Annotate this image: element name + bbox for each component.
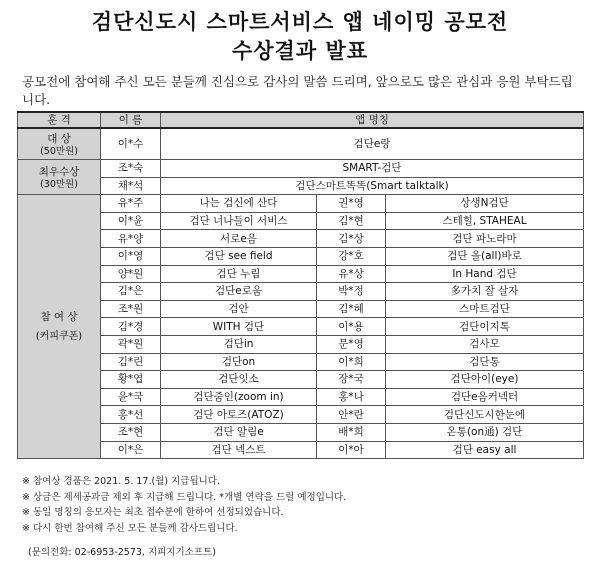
participant-app-name: 검단 알림e <box>161 423 317 441</box>
excellence-grade-label: 최우수상 <box>38 165 80 178</box>
participation-row <box>18 195 584 213</box>
participant-app-name: 검단 넥스트 <box>161 441 317 459</box>
participant-name: 이*은 <box>101 441 161 459</box>
participant-name: 이*영 <box>101 247 161 265</box>
participant-app-name: 검단 아토즈(ATOZ) <box>161 406 317 424</box>
participation-row <box>18 283 584 301</box>
header-app: 앱 명칭 <box>161 112 584 128</box>
participant-app-name: 검안 <box>161 300 317 318</box>
page-title-line2: 수상결과 발표 <box>231 39 369 63</box>
participant-app-name: 나는 검신에 산다 <box>161 195 317 213</box>
participant-name: 황*엽 <box>101 371 161 389</box>
participation-prize: (커피쿠폰) <box>35 330 83 342</box>
participant-name: 이*희 <box>317 353 386 371</box>
participation-row <box>18 247 584 265</box>
participant-app-name: 검단 너나들이 서비스 <box>161 212 317 230</box>
participant-app-name: 온통(on通) 검단 <box>386 423 584 441</box>
participant-name: 안*란 <box>317 406 386 424</box>
participation-row <box>18 300 584 318</box>
grand-grade-label: 대 상 <box>47 132 71 145</box>
participant-app-name: 검단줌인(zoom in) <box>161 388 317 406</box>
participant-name: 장*국 <box>317 371 386 389</box>
note-item: ※ 동일 명칭의 응모자는 최초 접수분에 한하여 선정되었습니다. <box>22 507 284 518</box>
participant-app-name: 검단 올(all)바로 <box>386 247 584 265</box>
participant-name: 조*현 <box>101 423 161 441</box>
grand-prize-grade <box>18 128 101 160</box>
grand-prize-amount: (50만원) <box>40 145 78 157</box>
participation-row <box>18 265 584 283</box>
participant-app-name: 검단on <box>161 353 317 371</box>
intro-text: 공모전에 참여해 주신 모든 분들께 진심으로 감사의 말씀 드리며, 앞으로도 많은 관심과 응원 부탁드립니다. <box>22 74 573 107</box>
participant-name: 이*용 <box>317 318 386 336</box>
participant-app-name: 검단잇소 <box>161 371 317 389</box>
excellence-app-name: SMART-검단 <box>161 160 584 178</box>
participation-grade-label: 참 여 상 <box>40 310 78 323</box>
participant-app-name: 검단아이(eye) <box>386 371 584 389</box>
participant-name: 이*윤 <box>101 212 161 230</box>
participant-name: 강*호 <box>317 247 386 265</box>
notes-list <box>22 474 346 536</box>
participant-app-name: 검사모 <box>386 335 584 353</box>
participant-app-name: 서로e음 <box>161 230 317 248</box>
excellence-winner-name: 채*석 <box>101 177 161 195</box>
participant-name: 김*은 <box>101 283 161 301</box>
page-title-line1: 검단신도시 스마트서비스 앱 네이밍 공모전 <box>91 10 509 34</box>
participation-row <box>18 353 584 371</box>
participation-grade <box>18 195 101 459</box>
participant-app-name: 스테힐, STAHEAL <box>386 212 584 230</box>
participant-name: 홍*선 <box>101 406 161 424</box>
participation-row <box>18 371 584 389</box>
excellence-prize-amount: (30만원) <box>40 178 78 190</box>
participant-name: 윤*국 <box>101 388 161 406</box>
participant-name: 유*상 <box>317 265 386 283</box>
participant-name: 이*아 <box>317 441 386 459</box>
participant-app-name: 검단 누림 <box>161 265 317 283</box>
participation-row <box>18 406 584 424</box>
participant-name: 조*원 <box>101 300 161 318</box>
participant-name: 유*양 <box>101 230 161 248</box>
participant-name: 김*린 <box>101 353 161 371</box>
participant-name: 김*현 <box>317 212 386 230</box>
participant-name: 양*원 <box>101 265 161 283</box>
table-header-row <box>18 112 584 128</box>
excellence-row <box>18 177 584 195</box>
excellence-app-name: 검단스마트똑똑(Smart talktalk) <box>161 177 584 195</box>
participant-app-name: In Hand 검단 <box>386 265 584 283</box>
participant-app-name: 검단 see field <box>161 247 317 265</box>
participant-name: 김*혜 <box>317 300 386 318</box>
participant-name: 박*정 <box>317 283 386 301</box>
participation-row <box>18 423 584 441</box>
participant-name: 곽*원 <box>101 335 161 353</box>
participant-name: 김*상 <box>317 230 386 248</box>
excellence-winner-name: 조*숙 <box>101 160 161 178</box>
participation-row <box>18 230 584 248</box>
participant-app-name: 검단 easy all <box>386 441 584 459</box>
excellence-grade <box>18 160 101 195</box>
header-name: 이 름 <box>101 112 161 128</box>
participation-row <box>18 318 584 336</box>
participant-name: 유*주 <box>101 195 161 213</box>
contact-info: (문의전화: 02-6953-2573, 지피지기소프트) <box>28 547 216 558</box>
participant-app-name: 검단통 <box>386 353 584 371</box>
participation-row <box>18 441 584 459</box>
participant-name: 배*희 <box>317 423 386 441</box>
participant-app-name: 검단신도시한눈에 <box>386 406 584 424</box>
grand-app-name: 검단e랑 <box>161 128 584 160</box>
participant-app-name: 검단이지톡 <box>386 318 584 336</box>
participant-app-name: WITH 검단 <box>161 318 317 336</box>
participant-app-name: 검단e음커넥터 <box>386 388 584 406</box>
participant-app-name: 상생N검단 <box>386 195 584 213</box>
note-item: ※ 상금은 제세공과금 제외 후 지급해 드립니다. *개별 연락을 드릴 예정입니다. <box>22 491 347 503</box>
excellence-row <box>18 160 584 178</box>
participant-app-name: 검단 파노라마 <box>386 230 584 248</box>
participant-name: 홍*나 <box>317 388 386 406</box>
note-item: ※ 다시 한번 참여해 주신 모든 분들께 감사드립니다. <box>22 522 238 534</box>
participation-row <box>18 335 584 353</box>
participant-name: 문*영 <box>317 335 386 353</box>
participation-row <box>18 388 584 406</box>
participant-app-name: 多가치 잘 살자 <box>386 283 584 301</box>
grand-winner-name: 이*수 <box>101 128 161 160</box>
grand-prize-row <box>18 128 584 160</box>
awards-table <box>17 111 584 459</box>
participant-app-name: 검단e로움 <box>161 283 317 301</box>
participant-name: 권*영 <box>317 195 386 213</box>
participant-name: 김*경 <box>101 318 161 336</box>
header-grade: 훈 격 <box>18 112 101 128</box>
note-item: ※ 참여상 경품은 2021. 5. 17.(월) 지급됩니다. <box>22 476 221 487</box>
participation-row <box>18 212 584 230</box>
participant-app-name: 스마트검단 <box>386 300 584 318</box>
participant-app-name: 검단in <box>161 335 317 353</box>
